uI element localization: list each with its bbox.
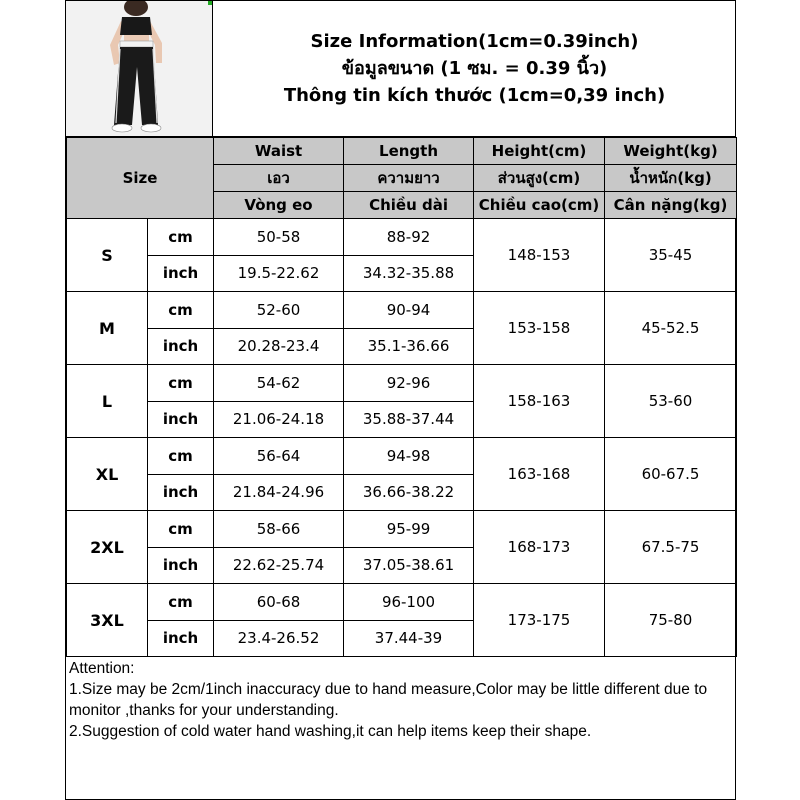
- green-corner-mark: [208, 1, 212, 5]
- weight-cell: 35-45: [605, 219, 737, 292]
- unit-cm: cm: [148, 219, 214, 256]
- height-cell: 173-175: [474, 584, 605, 657]
- size-chart: [65, 0, 736, 800]
- table-row: [67, 584, 737, 621]
- unit-inch: inch: [148, 547, 214, 584]
- length-cm: 94-98: [344, 438, 474, 475]
- table-row: [67, 365, 737, 402]
- col-header-length-vi: Chiều dài: [344, 192, 474, 219]
- attention-notes: [66, 658, 736, 742]
- unit-inch: inch: [148, 328, 214, 365]
- length-cm: 92-96: [344, 365, 474, 402]
- title-block: [213, 1, 736, 137]
- product-photo: [66, 1, 213, 137]
- col-header-waist: Waist: [214, 138, 344, 165]
- length-cm: 90-94: [344, 292, 474, 329]
- size-cell: 3XL: [67, 584, 148, 657]
- length-inch: 34.32-35.88: [344, 255, 474, 292]
- weight-cell: 67.5-75: [605, 511, 737, 584]
- size-cell: S: [67, 219, 148, 292]
- unit-inch: inch: [148, 620, 214, 657]
- col-header-length: Length: [344, 138, 474, 165]
- attention-note-1: 1.Size may be 2cm/1inch inaccuracy due to hand measure,Color may be little different due to monitor ,thanks for your understanding.: [69, 681, 708, 719]
- attention-heading: Attention:: [69, 660, 135, 677]
- col-header-height-th: ส่วนสูง(cm): [474, 165, 605, 192]
- length-inch: 37.05-38.61: [344, 547, 474, 584]
- unit-inch: inch: [148, 255, 214, 292]
- size-cell: M: [67, 292, 148, 365]
- height-cell: 148-153: [474, 219, 605, 292]
- col-header-length-th: ความยาว: [344, 165, 474, 192]
- waist-inch: 21.84-24.96: [214, 474, 344, 511]
- height-cell: 158-163: [474, 365, 605, 438]
- size-cell: L: [67, 365, 148, 438]
- waist-inch: 20.28-23.4: [214, 328, 344, 365]
- model-image: [66, 1, 212, 136]
- attention-note-2: 2.Suggestion of cold water hand washing,it can help items keep their shape.: [69, 723, 592, 740]
- waist-cm: 50-58: [214, 219, 344, 256]
- height-cell: 153-158: [474, 292, 605, 365]
- col-header-waist-th: เอว: [214, 165, 344, 192]
- weight-cell: 45-52.5: [605, 292, 737, 365]
- waist-inch: 23.4-26.52: [214, 620, 344, 657]
- unit-inch: inch: [148, 474, 214, 511]
- size-cell: XL: [67, 438, 148, 511]
- col-header-waist-vi: Vòng eo: [214, 192, 344, 219]
- col-header-weight-vi: Cân nặng(kg): [605, 192, 737, 219]
- col-header-height-vi: Chiều cao(cm): [474, 192, 605, 219]
- header-row-en: [67, 138, 737, 165]
- waist-cm: 56-64: [214, 438, 344, 475]
- title-vietnamese: Thông tin kích thước (1cm=0,39 inch): [283, 85, 666, 106]
- length-cm: 88-92: [344, 219, 474, 256]
- unit-cm: cm: [148, 584, 214, 621]
- size-header: Size: [67, 138, 214, 219]
- length-inch: 37.44-39: [344, 620, 474, 657]
- table-row: [67, 219, 737, 256]
- unit-inch: inch: [148, 401, 214, 438]
- waist-inch: 19.5-22.62: [214, 255, 344, 292]
- waist-cm: 60-68: [214, 584, 344, 621]
- waist-cm: 52-60: [214, 292, 344, 329]
- weight-cell: 60-67.5: [605, 438, 737, 511]
- size-table: [66, 137, 737, 657]
- table-row: [67, 511, 737, 548]
- unit-cm: cm: [148, 365, 214, 402]
- table-row: [67, 438, 737, 475]
- length-inch: 36.66-38.22: [344, 474, 474, 511]
- col-header-weight: Weight(kg): [605, 138, 737, 165]
- waist-inch: 22.62-25.74: [214, 547, 344, 584]
- length-cm: 95-99: [344, 511, 474, 548]
- col-header-height: Height(cm): [474, 138, 605, 165]
- length-cm: 96-100: [344, 584, 474, 621]
- length-inch: 35.88-37.44: [344, 401, 474, 438]
- unit-cm: cm: [148, 511, 214, 548]
- table-row: [67, 292, 737, 329]
- height-cell: 163-168: [474, 438, 605, 511]
- length-inch: 35.1-36.66: [344, 328, 474, 365]
- size-cell: 2XL: [67, 511, 148, 584]
- col-header-weight-th: น้ำหนัก(kg): [605, 165, 737, 192]
- waist-cm: 54-62: [214, 365, 344, 402]
- waist-inch: 21.06-24.18: [214, 401, 344, 438]
- weight-cell: 53-60: [605, 365, 737, 438]
- title-thai: ข้อมูลขนาด (1 ซม. = 0.39 นิ้ว): [341, 58, 608, 79]
- unit-cm: cm: [148, 438, 214, 475]
- unit-cm: cm: [148, 292, 214, 329]
- title-english: Size Information(1cm=0.39inch): [310, 31, 639, 52]
- waist-cm: 58-66: [214, 511, 344, 548]
- weight-cell: 75-80: [605, 584, 737, 657]
- height-cell: 168-173: [474, 511, 605, 584]
